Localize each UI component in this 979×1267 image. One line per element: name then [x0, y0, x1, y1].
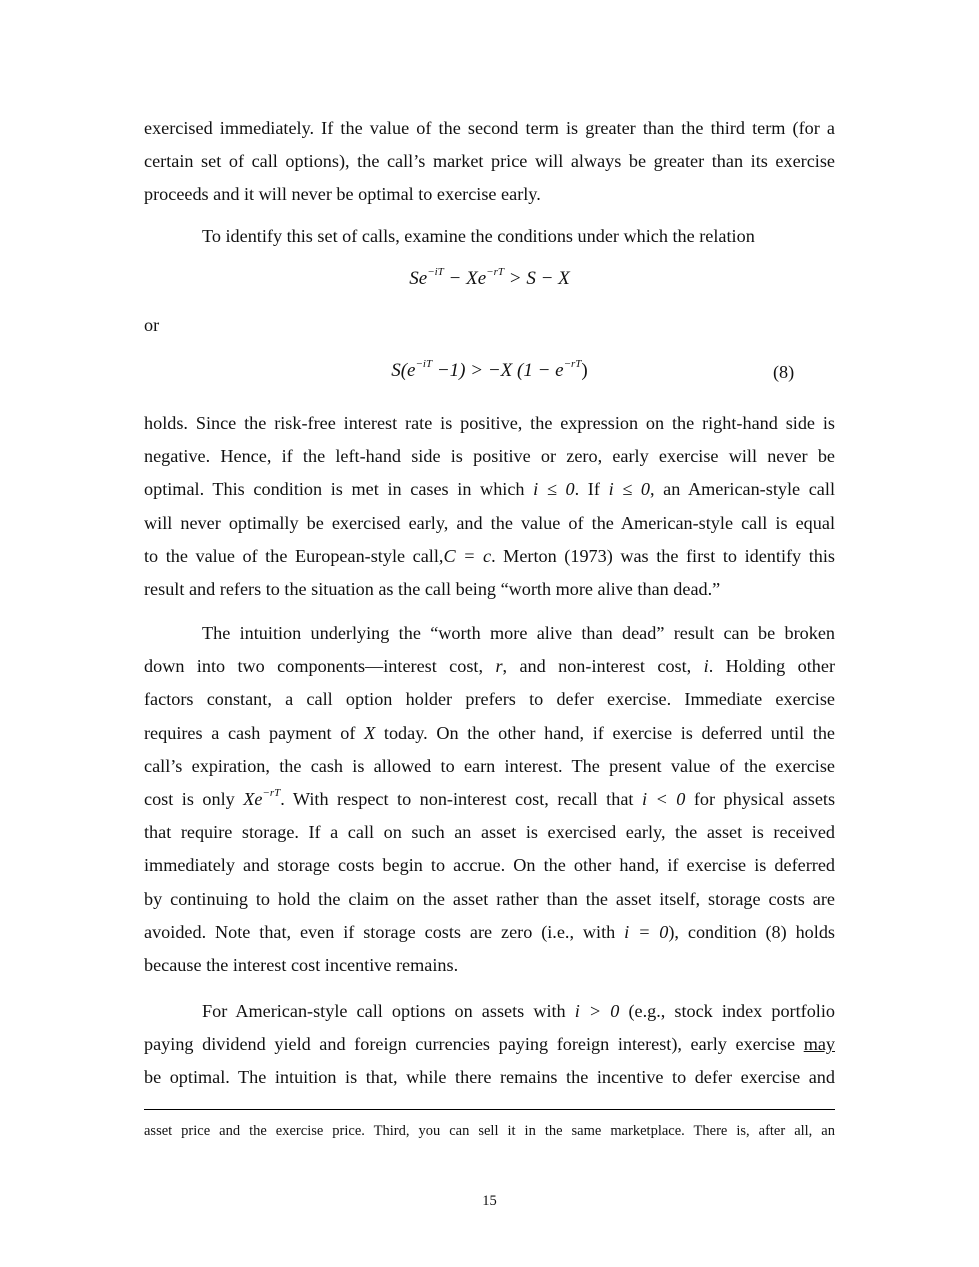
- eq-term: ): [581, 360, 588, 381]
- text-line: [144, 1028, 835, 1061]
- equation-1: [0, 268, 979, 290]
- eq-term: S: [391, 360, 401, 381]
- text-run: (e.g., stock index portfolio: [628, 1001, 836, 1021]
- eq-exponent: −rT: [486, 266, 504, 278]
- text-run: . With respect to non-interest cost, recall that: [280, 788, 634, 809]
- text-run: to the value of the European-style call,: [144, 545, 444, 566]
- text-line: immediately and storage costs begin to accrue. On the other hand, if exercise is deferred: [144, 855, 835, 876]
- text-run: ), condition (8) holds: [668, 921, 835, 942]
- equation-2: [0, 360, 979, 382]
- text-line: because the interest cost incentive remains.: [144, 954, 459, 975]
- eq-exponent: −rT: [563, 358, 582, 370]
- text-run: . Holding other: [708, 656, 836, 677]
- eq-term: > S − X: [504, 268, 570, 289]
- text-line: exercised immediately. If the value of the second term is greater than the third term (for a: [144, 118, 835, 138]
- text-line: that require storage. If a call on such an asset is exercised early, the asset is received: [144, 822, 835, 843]
- math-inline: i = 0: [624, 921, 669, 942]
- text-line: will never optimally be exercised early, and the value of the American-style call is equal: [144, 512, 835, 533]
- text-run: , an American-style call: [649, 479, 835, 500]
- footnote-separator: [144, 1109, 835, 1110]
- text-line: [144, 717, 835, 750]
- text-run: For American-style call options on assets with: [202, 1001, 566, 1021]
- text-run: down into two components—interest cost,: [144, 656, 484, 677]
- math-inline: i ≤ 0: [533, 479, 575, 500]
- text-line: To identify this set of calls, examine the conditions under which the relation: [202, 226, 755, 246]
- text-run: , and non-interest cost,: [502, 656, 692, 677]
- eq-exponent: −iT: [427, 266, 444, 278]
- paragraph-3: [144, 407, 835, 606]
- text-run: today. On the other hand, if exercise is deferred until the: [383, 722, 836, 743]
- text-line: proceeds and it will never be optimal to exercise early.: [144, 184, 541, 205]
- text-line: holds. Since the risk-free interest rate is positive, the expression on the right-hand side is: [144, 413, 835, 433]
- paragraph-5: [144, 995, 835, 1095]
- footnote-text: asset price and the exercise price. Third, you can sell it in the same marketplace. There is, after all, an: [144, 1123, 835, 1139]
- math-inline: r: [495, 656, 503, 677]
- text-run: for physical assets: [693, 788, 836, 809]
- text-line: be optimal. The intuition is that, while there remains the incentive to defer exercise and: [144, 1067, 835, 1088]
- or-word: or: [144, 315, 160, 335]
- text-line: result and refers to the situation as the call being “worth more alive than dead.”: [144, 578, 721, 599]
- text-run: requires a cash payment of: [144, 722, 356, 743]
- text-run: . If: [574, 479, 600, 500]
- text-line: negative. Hence, if the left-hand side is positive or zero, early exercise will never be: [144, 446, 835, 467]
- page-number: 15: [482, 1193, 497, 1209]
- or-line: [144, 309, 835, 342]
- math-inline: i < 0: [641, 788, 686, 809]
- text-line: [144, 783, 835, 816]
- paragraph-2: [144, 220, 835, 253]
- text-line: call’s expiration, the cash is allowed to earn interest. The present value of the exercise: [144, 755, 835, 776]
- math-inline: X: [364, 722, 376, 743]
- math-inline: Xe: [243, 788, 263, 809]
- math-inline: i: [703, 656, 709, 677]
- text-line: certain set of call options), the call’s market price will always be greater than its exercise: [144, 151, 835, 172]
- paragraph-4: [144, 617, 835, 982]
- text-run: optimal. This condition is met in cases in which: [144, 479, 525, 500]
- text-line: [144, 473, 835, 506]
- text-run: cost is only: [144, 788, 235, 809]
- eq-term: Se: [409, 268, 428, 289]
- paragraph-1: [144, 112, 835, 212]
- text-line: [144, 540, 835, 573]
- text-run: . Merton (1973) was the first to identify this: [491, 545, 835, 566]
- text-line: [144, 916, 835, 949]
- text-run: paying dividend yield and foreign currencies paying foreign interest), early exercise: [144, 1034, 796, 1055]
- equation-number: (8): [773, 362, 795, 382]
- text-line: [144, 995, 835, 1028]
- math-inline: i ≤ 0: [608, 479, 650, 500]
- text-line: The intuition underlying the “worth more alive than dead” result can be broken: [202, 623, 835, 643]
- eq-term: (e: [400, 360, 416, 381]
- text-line: [144, 650, 835, 683]
- eq-exponent: −rT: [262, 786, 281, 799]
- math-inline: C = c: [443, 545, 492, 566]
- math-inline: i > 0: [574, 1001, 620, 1021]
- text-line: factors constant, a call option holder prefers to defer exercise. Immediate exercise: [144, 689, 835, 710]
- eq-exponent: −iT: [415, 358, 433, 370]
- text-line: by continuing to hold the claim on the asset rather than the asset itself, storage costs are: [144, 888, 835, 909]
- text-run: avoided. Note that, even if storage costs are zero (i.e., with: [144, 921, 616, 942]
- eq-term: − Xe: [443, 268, 487, 289]
- eq-term: −1) > −X (1 − e: [432, 360, 564, 381]
- underlined-word: may: [803, 1034, 836, 1055]
